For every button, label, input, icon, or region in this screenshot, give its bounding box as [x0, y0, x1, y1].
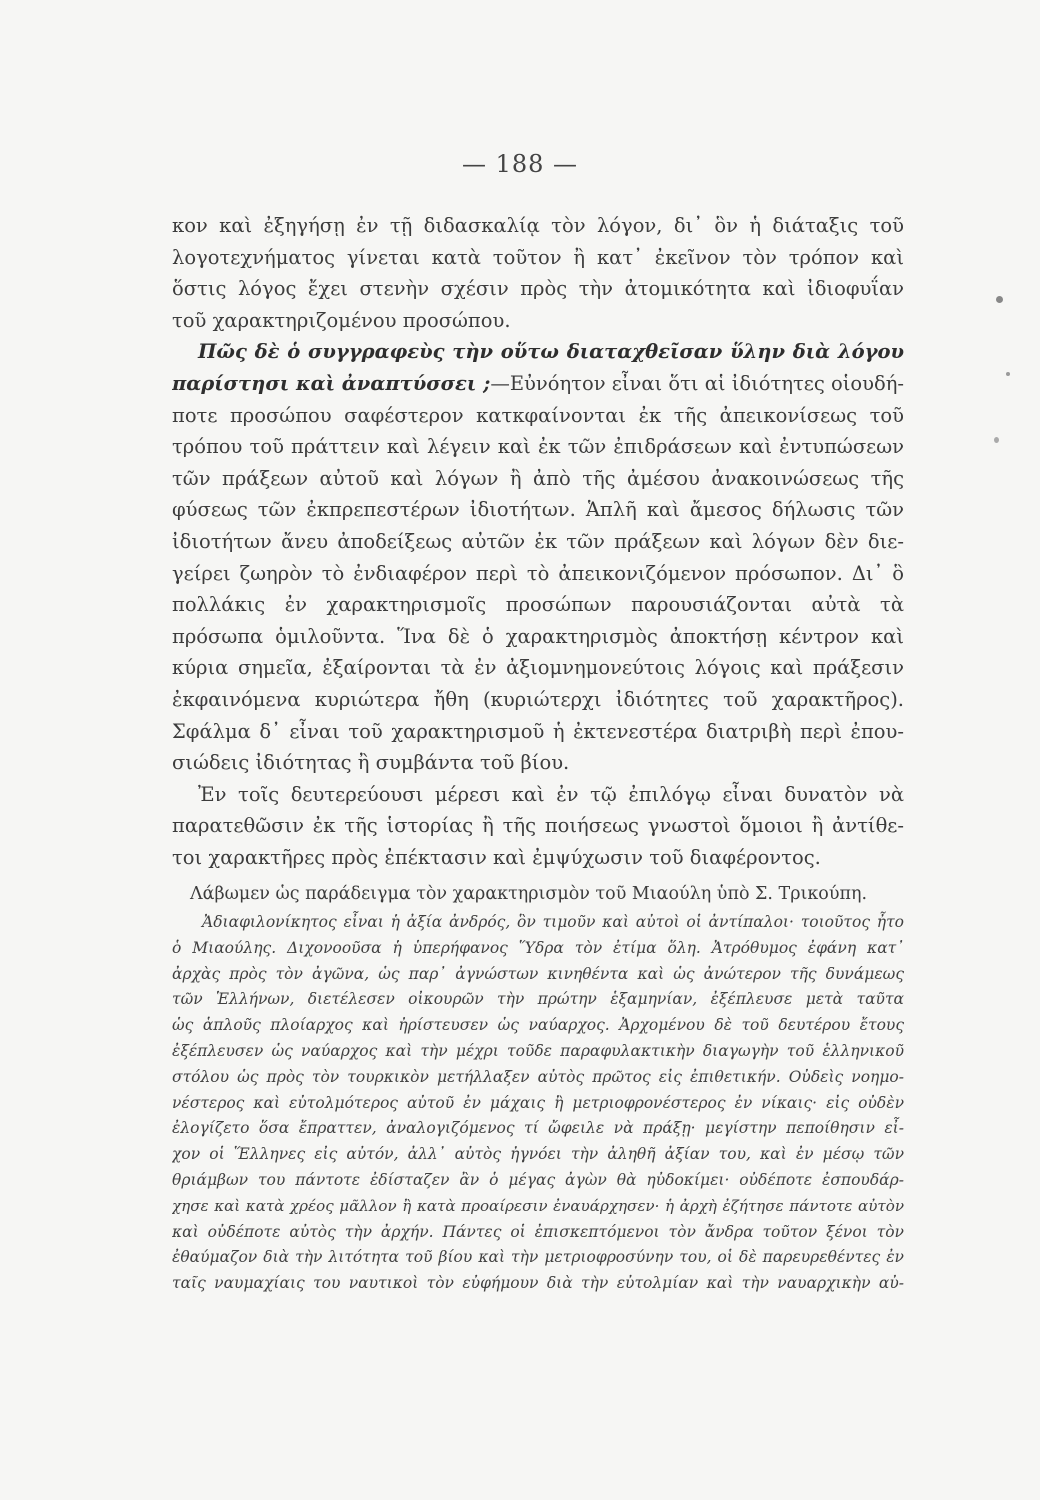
quote-line: ἐλογίζετο ὅσα ἔπραττεν, ἀναλογιζόμενος τί ὤφειλε νὰ πράξῃ· μεγίστην πεποίθησιν εἶ- [172, 1119, 904, 1138]
page-number: — 188 — [461, 150, 579, 178]
text-line [172, 368, 904, 400]
paper-speck [1006, 372, 1010, 376]
main-text [172, 210, 904, 873]
quote-line: χον οἱ Ἕλληνες εἰς αὐτόν, ἀλλ᾽ αὐτὸς ἠγνόει τὴν ἀληθῆ ἀξίαν του, καὶ ἐν μέσῳ τῶν [172, 1145, 904, 1164]
text-line: τρόπου τοῦ πράττειν καὶ λέγειν καὶ ἐκ τῶν ἐπιδράσεων καὶ ἐντυπώσεων [172, 435, 904, 459]
quote-line: ὡς ἁπλοῦς πλοίαρχος καὶ ἠρίστευσεν ὡς ναύαρχος. Ἀρχομένου δὲ τοῦ δευτέρου ἔτους [172, 1016, 904, 1035]
quote-line: ἀρχὰς πρὸς τὸν ἀγῶνα, ὡς παρ᾽ ἀγνώστων κινηθέντα καὶ ὡς ἀνώτερον τῆς δυνάμεως [172, 964, 904, 983]
text-line: σιώδεις ἰδιότητας ἢ συμβάντα τοῦ βίου. [172, 751, 570, 775]
section-heading-end: παρίστησι καὶ ἀναπτύσσει ; [172, 371, 491, 395]
text-line: κον καὶ ἐξηγήσῃ ἐν τῇ διδασκαλίᾳ τὸν λόγον, δι᾽ ὃν ἡ διάταξις τοῦ [172, 214, 904, 237]
text-line: τοῦ χαρακτηριζομένου προσώπου. [172, 308, 511, 332]
quote-line: Ἀδιαφιλονίκητος εἶναι ἡ ἀξία ἀνδρός, ὃν τιμοῦν καὶ αὐτοὶ οἱ ἀντίπαλοι· τοιοῦτος ἦτο [202, 913, 904, 931]
text-line: πολλάκις ἐν χαρακτηρισμοῖς προσώπων παρουσιάζονται αὐτὰ τὰ [172, 593, 904, 617]
text-line: Σφάλμα δ᾽ εἶναι τοῦ χαρακτηρισμοῦ ἡ ἐκτενεστέρα διατριβὴ περὶ ἐπου- [172, 719, 904, 743]
quote-line: στόλου ὡς πρὸς τὸν τουρκικὸν μετήλλαξεν αὐτὸς πρῶτος εἰς ἐπιθετικήν. Οὐδεὶς νοημο- [172, 1067, 904, 1086]
quote-line: νέστερος καὶ εὐτολμότερος αὐτοῦ ἐν μάχαις ἢ μετριοφρονέστερος ἐν νίκαις· εἰς οὐδὲν [172, 1093, 904, 1112]
text-line: ἐκφαινόμενα κυριώτερα ἤθη (κυριώτερχι ἰδιότητες τοῦ χαρακτῆρος). [172, 687, 904, 711]
text-line: ποτε προσώπου σαφέστερον κατκφαίνονται ἐκ τῆς ἀπεικονίσεως τοῦ [172, 403, 904, 427]
text-line: πρόσωπα ὁμιλοῦντα. Ἵνα δὲ ὁ χαρακτηρισμὸς ἀποκτήσῃ κέντρον καὶ [172, 624, 904, 648]
section-heading: Πῶς δὲ ὁ συγγραφεὺς τὴν οὕτω διαταχθεῖσαν ὕλην διὰ λόγου [198, 340, 904, 364]
text-line: κύρια σημεῖα, ἐξαίρονται τὰ ἐν ἀξιομνημονεύτοις λόγοις καὶ πράξεσιν [172, 656, 904, 680]
quote-line: ταῖς ναυμαχίαις του ναυτικοὶ τὸν εὐφήμουν διὰ τὴν εὐτολμίαν καὶ τὴν ναυαρχικὴν αὐ- [172, 1274, 904, 1293]
quote-line: θριάμβων του πάντοτε ἐδίσταζεν ἂν ὁ μέγας ἀγὼν θὰ ηὐδοκίμει· οὐδέποτε ἐσπουδάρ- [172, 1170, 904, 1189]
text-line: παρατεθῶσιν ἐκ τῆς ἱστορίας ἢ τῆς ποιήσεως γνωστοὶ ὅμοιοι ἢ ἀντίθε- [172, 814, 904, 838]
text-line: τοι χαρακτῆρες πρὸς ἐπέκτασιν καὶ ἐμψύχωσιν τοῦ διαφέροντος. [172, 845, 821, 869]
paper-speck [996, 296, 1003, 303]
quoted-passage [172, 910, 904, 1297]
text-line-rest: —Εὐνόητον εἶναι ὅτι αἱ ἰδιότητες οἱουδή- [490, 371, 904, 395]
paper-speck [994, 437, 999, 443]
text-line: γείρει ζωηρὸν τὸ ἐνδιαφέρον περὶ τὸ ἀπεικονιζόμενον πρόσωπον. Δι᾽ ὃ [172, 561, 904, 585]
quote-line: ἐξέπλευσεν ὡς ναύαρχος καὶ τὴν μέχρι τοῦδε παραφυλακτικὴν διαγωγὴν τοῦ ἑλληνικοῦ [172, 1041, 904, 1060]
text-line: Ἐν τοῖς δευτερεύουσι μέρεσι καὶ ἐν τῷ ἐπιλόγῳ εἶναι δυνατὸν νὰ [198, 782, 904, 806]
quote-line: καὶ οὐδέποτε αὐτὸς τὴν ἀρχήν. Πάντες οἱ ἐπισκεπτόμενοι τὸν ἄνδρα τοῦτον ξένοι τὸν [172, 1222, 904, 1241]
text-line: τῶν πράξεων αὐτοῦ καὶ λόγων ἢ ἀπὸ τῆς ἀμέσου ἀνακοινώσεως τῆς [172, 466, 904, 490]
example-caption: Λάβωμεν ὡς παράδειγμα τὸν χαρακτηρισμὸν τοῦ Μιαούλη ὑπὸ Σ. Τρικούπη. [190, 884, 868, 904]
quote-line: τῶν Ἑλλήνων, διετέλεσεν οἰκουρῶν τὴν πρώτην ἑξαμηνίαν, ἐξέπλευσε μετὰ ταῦτα [172, 990, 904, 1009]
text-line: ὅστις λόγος ἔχει στενὴν σχέσιν πρὸς τὴν ἀτομικότητα καὶ ἰδιοφυΐαν [172, 277, 904, 301]
text-line: ἰδιοτήτων ἄνευ ἀποδείξεως αὐτῶν ἐκ τῶν πράξεων καὶ λόγων δὲν διε- [172, 529, 904, 553]
quote-line: χησε καὶ κατὰ χρέος μᾶλλον ἢ κατὰ προαίρεσιν ἐναυάρχησεν· ἡ ἀρχὴ ἐζήτησε πάντοτε αὐτὸν [172, 1196, 904, 1215]
quote-line: ὁ Μιαούλης. Διχονοοῦσα ἡ ὑπερήφανος Ὕδρα τὸν ἐτίμα ὅλη. Ἀτρόθυμος ἐφάνη κατ᾽ [172, 938, 904, 957]
text-line: φύσεως τῶν ἐκπρεπεστέρων ἰδιοτήτων. Ἁπλῆ καὶ ἄμεσος δήλωσις τῶν [172, 498, 904, 522]
text-line: λογοτεχνήματος γίνεται κατὰ τοῦτον ἢ κατ᾽ ἐκεῖνον τὸν τρόπον καὶ [172, 245, 904, 269]
quote-line: ἐθαύμαζον διὰ τὴν λιτότητα τοῦ βίου καὶ τὴν μετριοφροσύνην του, οἱ δὲ παρευρεθέντες ἐν [172, 1248, 904, 1267]
